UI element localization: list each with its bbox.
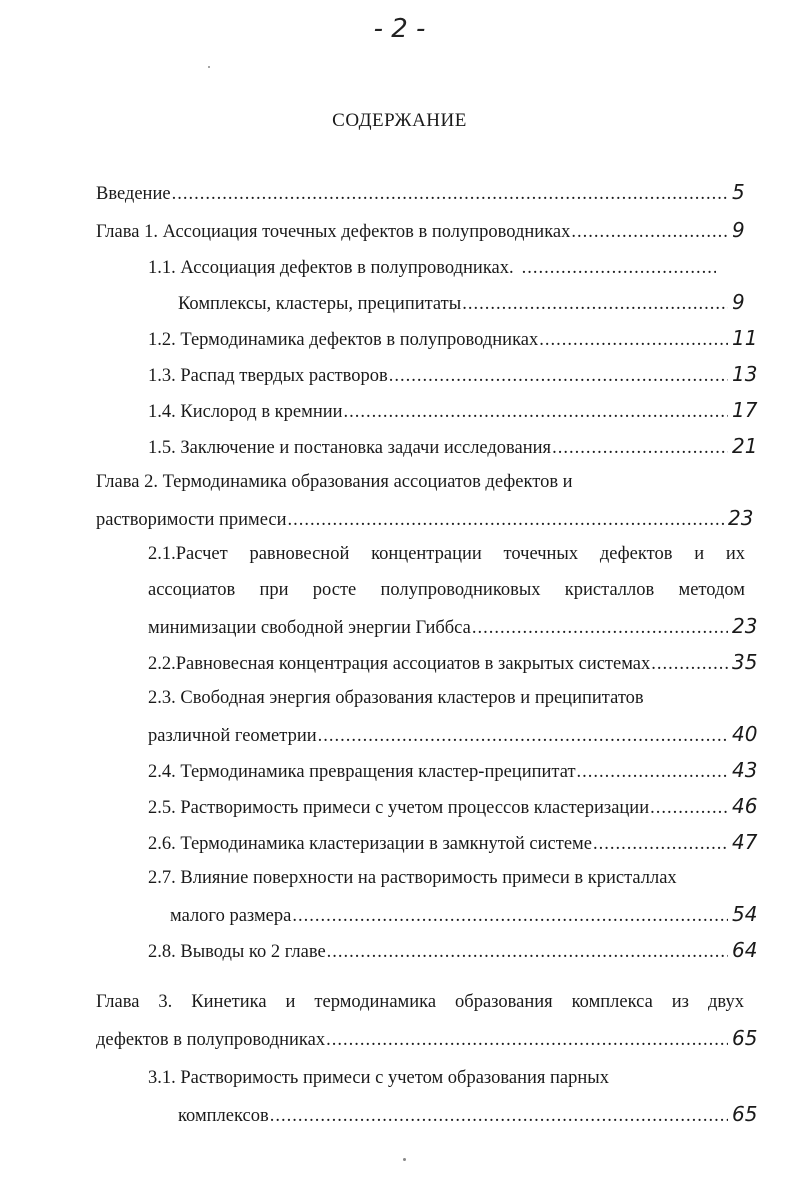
scan-speck — [403, 1158, 406, 1161]
toc-entry-1-1-line1 — [148, 256, 716, 280]
toc-entry-label: 2.6. Термодинамика кластеризации в замкнутой системе — [148, 834, 592, 854]
toc-leader-dots — [344, 400, 728, 424]
toc-entry-chapter-3-line2 — [96, 1026, 760, 1052]
toc-entry-page: 13 — [732, 362, 758, 386]
toc-entry-label: 1.4. Кислород в кремнии — [148, 402, 343, 422]
toc-entry-label: 2.7. Влияние поверхности на растворимость примеси в кристаллах — [148, 868, 677, 888]
toc-leader-dots — [318, 724, 728, 748]
toc-entry-page: 23 — [732, 614, 758, 638]
toc-entry-label: ассоциатов при росте полупроводниковых кристаллов методом — [148, 580, 745, 600]
toc-entry-page: 17 — [732, 398, 758, 422]
toc-leader-dots — [650, 796, 728, 820]
toc-entry-page: 11 — [732, 326, 758, 350]
toc-entry-page: 40 — [732, 722, 758, 746]
toc-entry-chapter-1 — [96, 218, 760, 244]
toc-leader-dots — [389, 364, 728, 388]
toc-entry-chapter-2-line2 — [96, 506, 756, 532]
toc-entry-page: 9 — [732, 290, 745, 314]
toc-entry-label: различной геометрии — [148, 726, 317, 746]
toc-entry-page: 9 — [732, 218, 745, 242]
toc-entry-label: Введение — [96, 184, 171, 204]
toc-entry-3-1-line1 — [148, 1066, 708, 1090]
toc-leader-dots — [288, 508, 724, 532]
toc-entry-chapter-3-line1 — [96, 990, 744, 1014]
toc-entry-3-1-line2 — [178, 1102, 760, 1128]
toc-entry-1-3 — [148, 362, 760, 388]
toc-entry-2-7-line2 — [170, 902, 760, 928]
toc-entry-2-3-line1 — [148, 686, 708, 710]
toc-entry-page: 21 — [732, 434, 758, 458]
toc-entry-page: 23 — [728, 506, 754, 530]
toc-entry-label: 2.2.Равновесная концентрация ассоциатов в закрытых системах — [148, 654, 651, 674]
toc-leader-dots — [472, 616, 728, 640]
toc-leader-dots — [593, 832, 728, 856]
toc-entry-2-6 — [148, 830, 760, 856]
toc-entry-label: комплексов — [178, 1106, 269, 1126]
toc-entry-label: 1.1. Ассоциация дефектов в полупроводниках. — [148, 258, 514, 278]
toc-entry-label: 2.5. Растворимость примеси с учетом процессов кластеризации — [148, 798, 650, 818]
toc-leader-dots — [571, 220, 728, 244]
toc-entry-1-2 — [148, 326, 760, 352]
toc-leader-dots — [552, 436, 728, 460]
toc-entry-label: минимизации свободной энергии Гиббса — [148, 618, 471, 638]
toc-entry-2-7-line1 — [148, 866, 728, 890]
toc-entry-2-1-line2 — [148, 578, 745, 602]
scan-speck — [208, 66, 210, 68]
toc-entry-page: 43 — [732, 758, 758, 782]
toc-entry-page: 64 — [732, 938, 758, 962]
toc-leader-dots — [172, 182, 728, 206]
toc-entry-label: Глава 3. Кинетика и термодинамика образования комплекса из двух — [96, 992, 744, 1012]
toc-entry-1-4 — [148, 398, 760, 424]
page-title: СОДЕРЖАНИЕ — [332, 110, 467, 131]
toc-entry-intro — [96, 180, 760, 206]
toc-entry-page: 5 — [732, 180, 745, 204]
toc-leader-dots — [577, 760, 728, 784]
toc-leader-dots — [327, 940, 728, 964]
toc-entry-label: 2.8. Выводы ко 2 главе — [148, 942, 326, 962]
toc-entry-1-5 — [148, 434, 760, 460]
toc-entry-label: 2.1.Расчет равновесной концентрации точечных дефектов и их — [148, 544, 745, 564]
toc-entry-label: 3.1. Растворимость примеси с учетом образования парных — [148, 1068, 609, 1088]
toc-entry-label: малого размера — [170, 906, 292, 926]
toc-leader-dots — [539, 328, 728, 352]
toc-entry-2-1-line3 — [148, 614, 760, 640]
toc-entry-label: 2.4. Термодинамика превращения кластер-преципитат — [148, 762, 576, 782]
toc-entry-label: Комплексы, кластеры, преципитаты — [178, 294, 462, 314]
toc-entry-label: Глава 2. Термодинамика образования ассоциатов дефектов и — [96, 472, 573, 492]
toc-entry-2-1-line1 — [148, 542, 745, 566]
toc-entry-label: Глава 1. Ассоциация точечных дефектов в полупроводниках — [96, 222, 571, 242]
toc-entry-page: 65 — [732, 1102, 758, 1126]
toc-entry-page: 35 — [732, 650, 758, 674]
toc-entry-2-5 — [148, 794, 760, 820]
toc-entry-page: 46 — [732, 794, 758, 818]
toc-entry-page: 65 — [732, 1026, 758, 1050]
toc-entry-label: 1.2. Термодинамика дефектов в полупроводниках — [148, 330, 539, 350]
toc-leader-dots — [462, 292, 728, 316]
toc-entry-label: 2.3. Свободная энергия образования кластеров и преципитатов — [148, 688, 644, 708]
toc-entry-chapter-2-line1 — [96, 470, 656, 494]
toc-entry-1-1-line2 — [178, 290, 760, 316]
toc-entry-label: растворимости примеси — [96, 510, 287, 530]
toc-leader-dots — [522, 256, 716, 280]
toc-entry-2-8 — [148, 938, 760, 964]
toc-leader-dots — [270, 1104, 728, 1128]
page-number: - 2 - — [373, 14, 426, 44]
toc-entry-2-4 — [148, 758, 760, 784]
toc-entry-label: дефектов в полупроводниках — [96, 1030, 326, 1050]
toc-entry-label: 1.3. Распад твердых растворов — [148, 366, 388, 386]
toc-entry-page: 54 — [732, 902, 758, 926]
toc-entry-2-3-line2 — [148, 722, 760, 748]
toc-entry-label: 1.5. Заключение и постановка задачи исследования — [148, 438, 552, 458]
toc-leader-dots — [326, 1028, 728, 1052]
toc-entry-2-2 — [148, 650, 760, 676]
toc-leader-dots — [292, 904, 728, 928]
toc-entry-page: 47 — [732, 830, 758, 854]
toc-leader-dots — [651, 652, 728, 676]
